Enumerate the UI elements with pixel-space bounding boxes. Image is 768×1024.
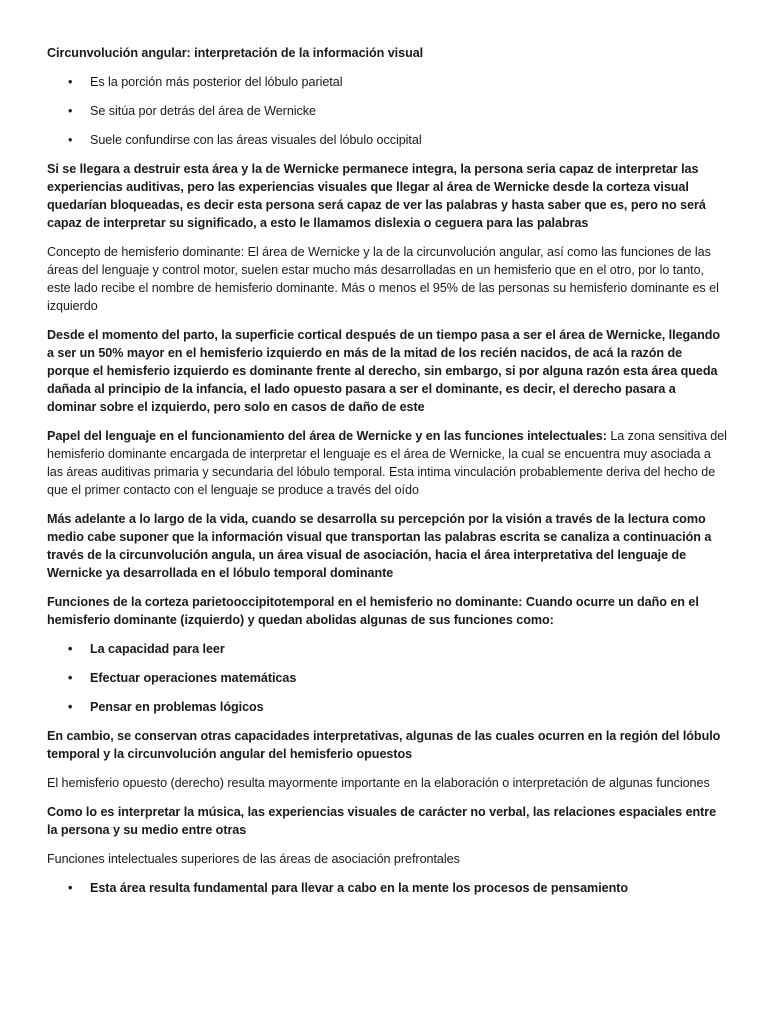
paragraph-birth-development: Desde el momento del parto, la superficie cortical después de un tiempo pasa a ser el área de Wernicke, llegando a ser un 50% mayor en el hemisferio izquierdo en más de la mitad de los recién nacidos, de acá la razón de porque el hemisferio izquierdo es dominante frente al derecho, sin embargo, si por alguna razón esta área queda dañada al principio de la infancia, el lado opuesto pasara a ser el dominante, es decir, el derecho pasara a dominar sobre el izquierdo, pero solo en casos de daño de este xyxy=(47,328,721,414)
paragraph-body: La zona sensitiva del hemisferio dominante encargada de interpretar el lenguaje es el área de Wernicke, la cual se encuentra muy asociada a las áreas auditivas primaria y secundaria del lóbulo temporal. Esta intima vinculación probablemente deriva del hecho de que el primer contacto con el lenguaje se produce a través del oído xyxy=(47,429,727,497)
paragraph-prefrontal-heading: Funciones intelectuales superiores de las áreas de asociación prefrontales xyxy=(47,852,460,866)
list-item: • Es la porción más posterior del lóbulo parietal xyxy=(68,75,343,89)
paragraph-lead: Concepto de hemisferio dominante: xyxy=(47,245,245,259)
list-item: • La capacidad para leer xyxy=(68,642,225,656)
list-item: • Efectuar operaciones matemáticas xyxy=(68,671,297,685)
paragraph-lead: Funciones de la corteza parietooccipitotemporal en el hemisferio no dominante: xyxy=(47,595,523,609)
bullet-icon: • xyxy=(68,104,73,118)
bullet-icon: • xyxy=(68,75,73,89)
paragraph-preserved-capacities: En cambio, se conservan otras capacidades interpretativas, algunas de las cuales ocurren en la región del lóbulo temporal y la circunvolución angular del hemisferio opuestos xyxy=(47,729,721,761)
paragraph-body: Cuando ocurre un daño en el hemisferio dominante (izquierdo) y quedan abolidas algunas de sus funciones como: xyxy=(47,595,699,627)
paragraph-lead: Papel del lenguaje en el funcionamiento del área de Wernicke y en las funciones intelectuales: xyxy=(47,429,607,443)
bullet-icon: • xyxy=(68,642,73,656)
paragraph-reading-visual: Más adelante a lo largo de la vida, cuando se desarrolla su percepción por la visión a través de la lectura como medio cabe suponer que la información visual que transportan las palabras escrita se canaliza a continuación a través de la circunvolución angula, un área visual de asociación, hacia el área interpretativa del lenguaje de Wernicke ya desarrollada en el lóbulo temporal dominante xyxy=(47,512,712,580)
section-heading-angular-gyrus: Circunvolución angular: interpretación de la información visual xyxy=(47,46,424,60)
paragraph-wernicke-destruction: Si se llegara a destruir esta área y la de Wernicke permanece integra, la persona seria capaz de interpretar las experiencias auditivas, pero las experiencias visuales que llegar al área de Wernicke desde la corteza visual quedarían bloqueadas, es decir esta persona será capaz de ver las palabras y hasta saber que es, pero no será capaz de interpretar su significado, a esto le llamamos dislexia o ceguera para las palabras xyxy=(47,162,706,230)
paragraph-language-role xyxy=(47,427,727,499)
bullet-list-angular-gyrus xyxy=(47,73,727,149)
paragraph-dominant-hemisphere xyxy=(47,243,727,315)
list-item: • Se sitúa por detrás del área de Wernicke xyxy=(68,104,316,118)
list-item: • Esta área resulta fundamental para llevar a cabo en la mente los procesos de pensamiento xyxy=(68,881,629,895)
list-item: • Suele confundirse con las áreas visuales del lóbulo occipital xyxy=(68,133,422,147)
document-page xyxy=(47,44,727,908)
bullet-list-lost-functions xyxy=(47,640,727,716)
paragraph-non-dominant-functions xyxy=(47,593,727,629)
paragraph-body: El área de Wernicke y la de la circunvolución angular, así como las funciones de las áreas del lenguaje y control motor, suelen estar mucho más desarrolladas en un hemisferio que en el otro, por lo tanto, este lado recibe el nombre de hemisferio dominante. Más o menos el 95% de las personas su hemisferio dominante es el izquierdo xyxy=(47,245,719,313)
paragraph-right-hemisphere-examples: Como lo es interpretar la música, las experiencias visuales de carácter no verbal, las relaciones espaciales entre la persona y su medio entre otras xyxy=(47,805,717,837)
bullet-icon: • xyxy=(68,671,73,685)
bullet-icon: • xyxy=(68,133,73,147)
paragraph-right-hemisphere: El hemisferio opuesto (derecho) resulta mayormente importante en la elaboración o interpretación de algunas funciones xyxy=(47,776,710,790)
bullet-list-prefrontal xyxy=(47,879,727,897)
bullet-icon: • xyxy=(68,881,73,895)
list-item: • Pensar en problemas lógicos xyxy=(68,700,264,714)
bullet-icon: • xyxy=(68,700,73,714)
